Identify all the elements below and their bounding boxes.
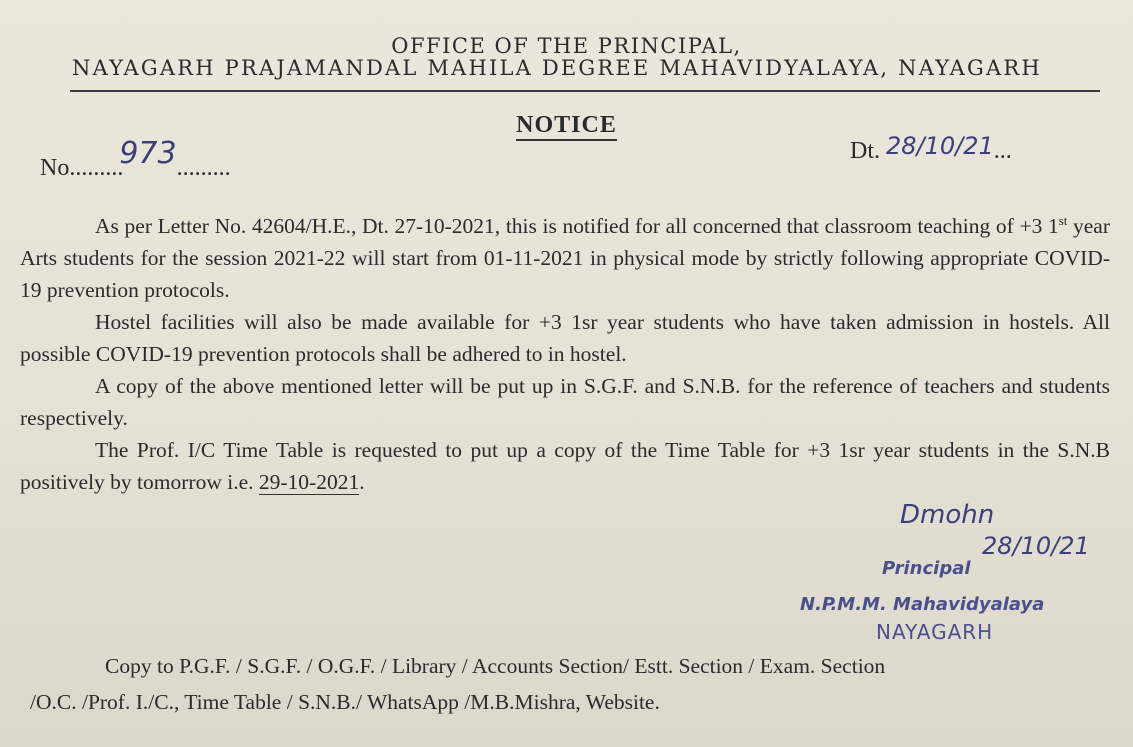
notice-date-value: 28/10/21: [886, 132, 994, 160]
deadline-date: 29-10-2021: [258, 470, 360, 495]
reference-number: [40, 136, 231, 183]
copy-to-line-1: Copy to P.G.F. / S.G.F. / O.G.F. / Library / Accounts Section/ Estt. Section / Exam. Section: [105, 654, 886, 678]
paragraph-3: A copy of the above mentioned letter will be put up in S.G.F. and S.N.B. for the reference of teachers and students respectively.: [20, 374, 1110, 431]
header-rule: [70, 90, 1100, 92]
superscript-st: st: [1058, 213, 1068, 228]
handwritten-signature: Dmohn: [900, 500, 995, 530]
paragraph-2: Hostel facilities will also be made available for +3 1sr year students who have taken admission in hostels. All possible COVID-19 prevention protocols shall be adhered to in hostel.: [20, 310, 1110, 367]
reference-number-label: No.: [40, 155, 76, 181]
notice-date-label: Dt.: [850, 138, 880, 164]
paragraph-4-text: The Prof. I/C Time Table is requested to put up a copy of the Time Table for +3 1sr year students in the S.N.B positively by tomorrow i.e.: [20, 438, 1110, 495]
reference-number-value: 973: [119, 136, 177, 171]
notice-date-dots: ...: [993, 138, 1012, 164]
stamp-town: NAYAGARH: [876, 620, 994, 644]
college-name: NAYAGARH PRAJAMANDAL MAHILA DEGREE MAHAVIDYALAYA, NAYAGARH: [72, 56, 1042, 80]
paragraph-4-end: .: [359, 470, 365, 495]
signature-date: 28/10/21: [982, 532, 1090, 560]
copy-to-list: [30, 648, 1110, 720]
stamp-principal: Principal: [882, 558, 971, 579]
paragraph-4: [20, 434, 1110, 498]
reference-number-dots: ........: [75, 155, 124, 181]
notice-body: [20, 205, 1110, 498]
paragraph-1-text: As per Letter No. 42604/H.E., Dt. 27-10-2021, this is notified for all concerned that classroom teaching of +3 1: [95, 214, 1059, 239]
notice-title-text: NOTICE: [516, 112, 617, 141]
copy-to-line-2: /O.C. /Prof. I./C., Time Table / S.N.B./ WhatsApp /M.B.Mishra, Website.: [30, 690, 660, 714]
notice-date: [850, 132, 1012, 165]
office-heading: OFFICE OF THE PRINCIPAL,: [391, 34, 742, 58]
stamp-college: N.P.M.M. Mahavidyalaya: [800, 594, 1045, 615]
paragraph-1: [20, 205, 1110, 306]
reference-number-dots-after: .........: [176, 155, 231, 181]
paragraph-1-text-cont: year Arts students for the session 2021-22 will start from 01-11-2021 in physical mode by strictly following appropriate COVID-19 prevention protocols.: [20, 214, 1111, 303]
